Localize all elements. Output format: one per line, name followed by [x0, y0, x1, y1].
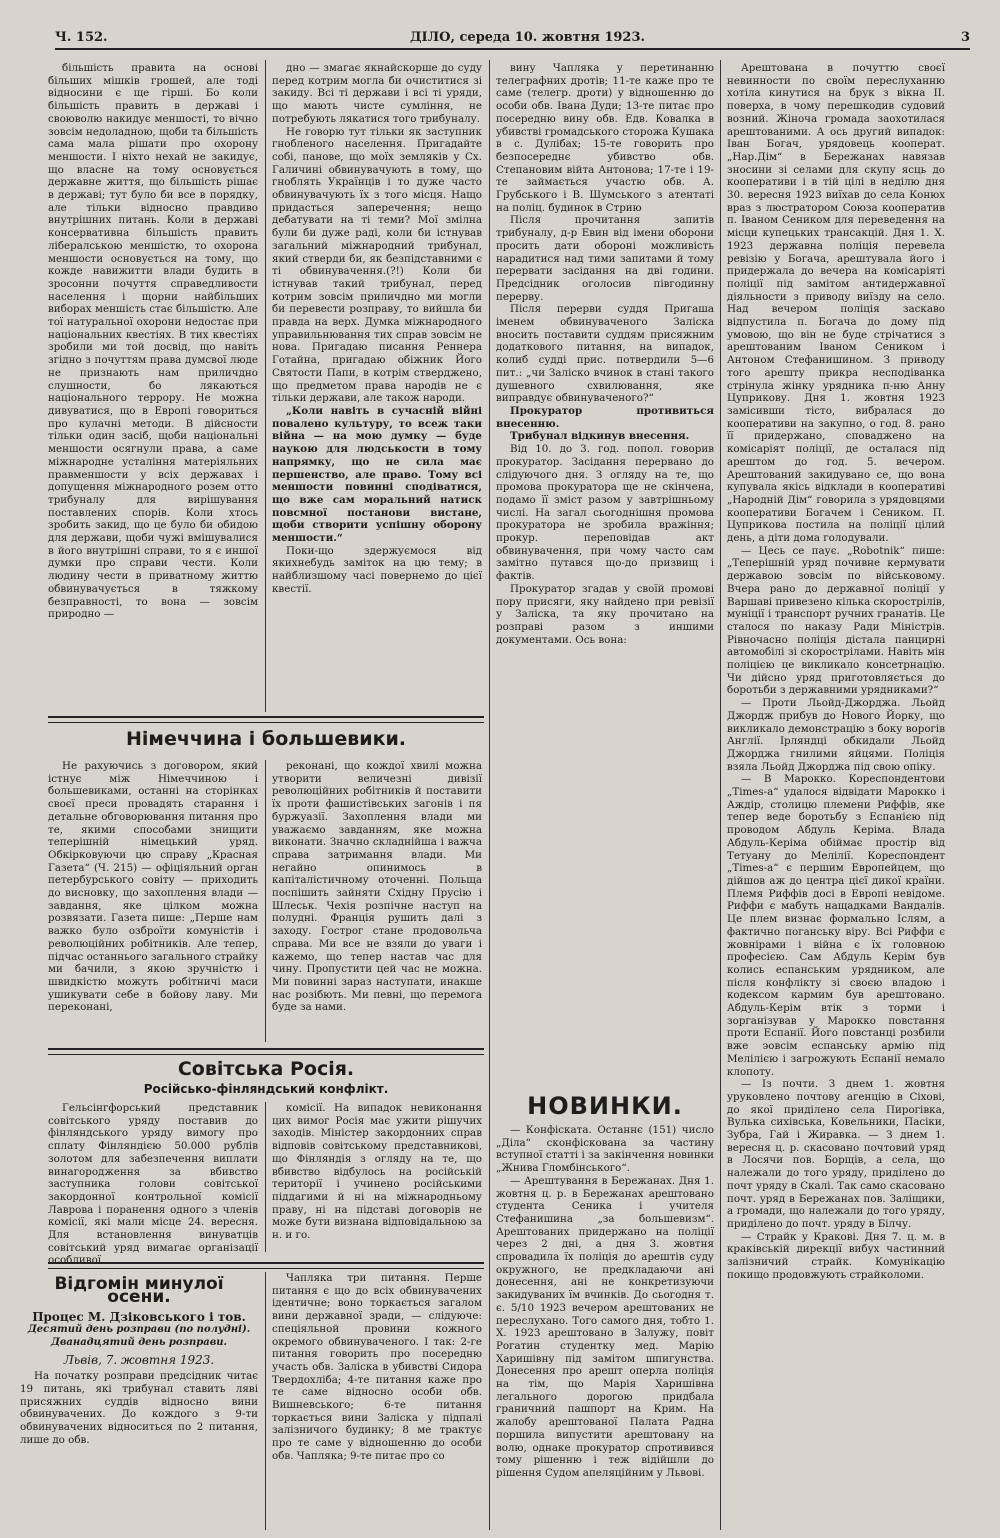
paragraph: — В Марокко. Кореспондентови „Times-а“ удалося відвідати Марокко і Аждір, столицю племени Риффів, яке тепер веде боротьбу з Еспанією під проводом Абдуль Керіма. Влада Абдуль-Керіма обіймає простір від Тетуану до Мелілії. Кореспондент „Times-а“ є першим Европейцем, що дійшов аж до центра цієї дикої країни. Племя Риффів досі в Европі невідоме. Риффи є мабуть нащадками Вандалів. Це плем визнає формально Іслям, а фактично поганську віру. Всі Риффи є жовнірами і війна є їх головною професією. Сам Абдуль Керім був колись еспанським урядником, але після конфлікту зі своєю владою і кодексом кармим був арештовано. Абдуль-Керім втік з торми і зорганізував у Марокко повстання проти Еспанії. Його повстанці розбили вже эовсім еспанську армію під Мелілією і загрожують Еспанії немало клопоту. [727, 773, 945, 1078]
section-soviet-title [48, 1058, 484, 1096]
page-number-left: Ч. 152. [55, 30, 108, 45]
page-number-right: 3 [960, 30, 970, 45]
paragraph: більшість правита на основі більших мішків грошей, але тоді відносини є ще гірші. Бо коли більшість править в державі і своюволю накидує меншості, то вічно зовсім недоладною, щоби та більшість сама мала рішати про охорону меншости. І ніхто нехай не закидує, що власне на тому основується державне життя, що більшість рішає в державі; тут було би все в порядку, але тільки відносно правдиво внутрішних питань. Коли в державі консервативна більшість править лібералською меншістю, то охорона меншости основується на тому, що кожде навижитти влади будить в зросонни почуття справедливости населення і щорни найбільших виборах меншість стає більшістю. Але тої натуральної охорони недостає при національних квестіях. В тих квестіях зробили ми той досвід, що навіть згідно з почуттям права думсвої люде не признають нам приличдно слушности, бо лякаються національного террору. Не можна дивуватися, що в Европі говориться про кулачні методи. В дійсности тільки один засіб, щоби національні меншости осягнули права, а саме міжнародне устаління матеріяльних правменшости у всіх державах і допущення міжнародного розем отто трибуналу для вирішування поставлених спорів. Коли хтось зробить закид, що це було би обидою для держави, щоби чужі вмішувалися в його внутрішні справи, то я є иншої думки про справи чести. Коли людину чести в приватному життю обвинувачується в тяжкому безправності, то вона — зовсім природно — [48, 62, 258, 621]
paragraph: дно — змагає якнайскорше до суду перед котрим могла би очиститися зі закиду. Всі ті держави і всі ті уряди, що мають чисте сумління, не потребують лякатися того трибуналу. [272, 62, 482, 125]
column-divider [720, 60, 721, 1530]
trial-line3: Дванадцятий день розправи. [50, 1336, 228, 1348]
newspaper-title-date: ДІЛО, середа 10. жовтня 1923. [410, 30, 646, 45]
paragraph: Чапляка три питання. Перше питання є що до всіх обвинувачених ідентичне; воно торкається загалом вини державної зради, — слідуюче: спеціяльной провини кожного окремого обвинуваченого. І так: 2-ге питання говорить про посередню участь обв. Заліска в убивстві Сидора Твердохліба; 4-те питання каже про те саме відносно особи обв. Вишневського; 6-те питання торкається вини Заліска у підпалі залізничого будинку; 8 ме трактує про те саме у відношенню до особи обв. Чапляка; 9-те питає про со [272, 1272, 482, 1462]
paragraph: — Цесь се паує. „Robotnik“ пише: „Теперішній уряд почивне кермувати державою зовсім по військовому. Вчера рано до державної поліції у Варшаві привезено кілька скорострілів, муніції і транспорт ручних гранатів. Це сталося по наказу Ради Міністрів. Рівночасно поліція дістала панцирні автомобілі зі скорострілами. Навіть мін поліцією це викликало консетрнацію. Чи дійсно уряд приготовляється до боротьби з державними урядниками?“ [727, 544, 945, 697]
soviet-left [48, 1102, 258, 1267]
paragraph: Поки-що здержуємося від якихнебудь заміток на цю тему; в найблизшому часі повернемо до цієї квестії. [272, 544, 482, 595]
paragraph: вину Чапляка у перетинанню телеграфних дротів; 11-те каже про те саме (телегр. дроти) у відношенню до особи обв. Івана Дуди; 13-те питає про посередню вину обв. Едв. Ковалка в убивстві громадського сторожа Кушака в с. Дулібах; 15-те говорить про безпосереднє убивство обв. Степановим війта Антонова; 17-те і 19-те займається участю обв. А. Грубського і В. Шумського з атентаті на поліц. будинок в Стрию [496, 62, 714, 214]
section-rule [48, 716, 484, 723]
paragraph: Арештована в почуттю своєї невинности по своїм переслуханню хотіла кинутися на брук з вікна II. поверха, в чому перешкодив судовий возний. Жіноча громада заохотилася арештованими. А ось другий випадок: Іван Богач, урядовець кооперат. „Нар.Дім“ в Бережанах навязав зносини зі селами для скупу ясць до кооперативи і в тій цілі в неділю дня 30. вересня 1923 виїхав до села Конюх враз з люстратором Союза кооператив п. Іваном Сеником для переведення на місци купецьких трансакцій. Дня 1. X. 1923 державна поліція перевела ревізію у Богача, арештувала його і придержала до вечера на комісаріяті поліції під замітом антидержавної діяльности з приводу виїзду на село. Над вечером поліція заскаво відпустила п. Богача до дому під умовою, що він не буде стрічатися з арештованим Іваном Сеником і Антоном Стефанишином. З приводу того арешту прикра несподіванка стрінула жінку урядника п-ню Анну Цуприкову. Дня 1. жовтня 1923 замісивши тісто, вибралася до кооперативи на закупно, о год. 8. рано її придержано, споваджено на комісаріят поліції, де осталася під арештом до год. 5. вечером. Арештований закидувано се, що вона купувала якісь відклади в кооперативі „Народній Дім“ говорила з урядовцями кооперативи Богачем і Сеником. П. Цуприкова постила на поліції цілий день, а діти дома голодували. [727, 62, 945, 545]
trial-title: Відгомін минулої осени. [54, 1274, 224, 1307]
paragraph: Після перерви суддя Пригаша іменем обвинуваченого Заліска вносить поставити суддям присяжним додаткового питання, на випадок, колиб судді прис. потвердили 5—6 пит.: „чи Заліско вчинок в стані такого душевного схвилювання, яке виправдує обвинуваченого?“ [496, 303, 714, 405]
paragraph: Прокуратор противиться внесенню. [496, 404, 714, 430]
trial-line2: Десятий день розправи (по полудні). [27, 1324, 251, 1336]
trial-line1: Процес М. Дзіковського і тов. [32, 1310, 246, 1325]
section-news-title [496, 1092, 714, 1120]
paragraph: — Страйк у Кракові. Дня 7. ц. м. в краківській дирекції вибух частинний залізничий страйк. Комунікацію покищо продовжують страйколоми. [727, 1230, 945, 1281]
trial-head [20, 1274, 258, 1528]
paragraph: — Із почти. З днем 1. жовтня уруковлено почтову агенцію в Сіхові, до якої приділено села Пирогівка, Вулька сихівська, Ковельники, Пасіки, Зубра, Гай і Жиравка. — З днем 1. вересня ц. р. скасовано почтовий уряд в Лосячи пов. Борщів, а села, що належали до того уряду, приділено до почт уряду в Скалі. Так само скасовано почт. уряд в Бережанах пов. Заліщики, а громади, що належали до того уряду, приділено до почт. уряду в Білчу. [727, 1078, 945, 1230]
paragraph: Після прочитання запитів трибуналу, д-р Евин від імени оборони просить дати обороні можливість нарадитися над тими запитами й тому перервати засідання на дві години. Предсідник оголосив півгодинну перерву. [496, 214, 714, 303]
paragraph: Від 10. до 3. год. попол. говорив прокуратор. Засідання перервано до слідуючого дня. З огляду на те, що промова прокуратора ще не скінчена, подамо її зміст разом у завтрішньому числі. На загал сьогоднішня промова прокуратора не зробила вражіння; прокур. переповідав акт обвинувачення, при чому часто сам замітно путався що-до призвищ і фактів. [496, 443, 714, 583]
section-germany-title [48, 728, 484, 750]
trial-dateline: Львів, 7. жовтня 1923. [63, 1352, 215, 1367]
column-3 [496, 62, 714, 712]
soviet-right [272, 1102, 482, 1252]
paragraph: Прокуратор згадав у своїй промові пору присяги, яку найдено при ревізії у Заліска, та яку прочитано на розправі разом з иншими документами. Ось вона: [496, 582, 714, 646]
germany-right [272, 760, 482, 1042]
column-divider [265, 1272, 266, 1530]
column-divider [265, 760, 266, 1042]
section-rule [48, 1262, 484, 1269]
news-column [496, 1124, 714, 1530]
paragraph: Не говорю тут тільки як заступник гнобленого населення. Пригадайте собі, панове, що моїх земляків у Сх. Галичині обвинувачують в тому, що гноблять Українців і то дуже часто обвинувачують їх з того місця. Нащо придасться заперечення; нещо дебатувати на ті теми? Мої змілна були би дуже раді, коли би істнував загальний міжнародний трибунал, який стверди би, як безпідставними є ті обвинувачення.(?!) Коли би істнував такий трибунал, перед котрим зовсім приличдно ми могли би перевести розправу, то вийшла би правда на верх. Думка міжнародного управильнювання тих справ зовсім не нова. Пригадаю писання Реннера Готайна, пригадаю обіжник Його Святости Папи, в котрім стверджено, що предметом права народів не є тільки держави, але також народи. [272, 125, 482, 405]
section-title: Совітська Росія. [177, 1058, 355, 1080]
paragraph: комісії. На випадок невиконання цих вимог Росія має ужити рішучих заходів. Міністер закордонних справ відповів совітському представникові, що Фінляндія з огляду на те, що вбивство відбулось на російській території і учинено російськими піддагими й ні на міжнародньому праву, ні на підставі договорів не може бути визнана відповідальною за н. и го. [272, 1102, 482, 1242]
paragraph: „Коли навіть в сучасній війні повалено культуру, то всеж таки війна — на мою думку — буде наукою для людськости в тому напрямку, що не сила має першенство, але право. Тому всі меншости повинні сподіватися, що вже сам моральний натиск повсмної постанови вистане, щоби створити успішну оборону меншости.“ [272, 404, 482, 545]
paragraph: Трибунал відкинув внесення. [510, 430, 690, 443]
section-title: Німеччина і большевики. [126, 728, 406, 750]
paragraph: Не рахуючись з договором, який істнує між Німеччиною і большевиками, останні на сторінках своєї преси провадять старання і детальне обговорювання питання про те, якими способами знищити теперішній німецький уряд. Обкірковуючи цю справу „Красная Газета“ (Ч. 215) — офіціяльний орган петербурського совіту — приходить до висновку, що захоплення влади — завдання, яке цілком можна розвязати. Газета пише: „Перше нам важко було озброїти комуністів і революційних робітників. Але тепер, підчас останнього загального страйку ми бачили, з якою зручністю і швидкістю можуть робітничі маси ушикувати себе в бойову лаву. Ми переконані, [48, 760, 258, 1014]
column-2 [272, 62, 482, 710]
column-4 [727, 62, 945, 1532]
section-subtitle: Російсько-фінляндський конфлікт. [143, 1082, 389, 1096]
paragraph: На початку розправи предсідник читає 19 питань, які трибунал ставить ляві присяжних суддів відносно вини обвинувачених. До кождого з 9-ти обвинувачених відноситься по 2 питання, лише до обв. [20, 1370, 258, 1446]
page-header [55, 26, 970, 50]
column-divider [265, 60, 266, 712]
column-divider [265, 1102, 266, 1252]
trial-right [272, 1272, 482, 1530]
column-divider [489, 60, 490, 1530]
paragraph: Гельсінгфорський представник совітського уряду поставив до фінляндського уряду вимогу про сплату Фінляндією 50.000 рублів золотом для забезпечення виплати винагородження за вбивство заступника голови совітської закордонної контрольної комісії Лаврова і поранення одного з членів комісії, які мали місце 24. вересня. Для встановлення винуватців совітський уряд вимагає організації особливої [48, 1102, 258, 1267]
news-item: — Конфіската. Останнє (151) число „Діла“ сконфіскована за частину вступної статті і за закінчення новинки „Жнива Гломбінського“. [496, 1124, 714, 1175]
paragraph: — Проти Льойд-Джорджа. Льойд Джордж прибув до Нового Йорку, що викликало демонстрацію з боку ворогів Англії. Ірляндці обкидали Льойд Джорджа гнилими яйцями. Поліція взяла Льойд Джорджа під свою опіку. [727, 697, 945, 773]
section-title: НОВИНКИ. [527, 1092, 683, 1120]
news-item: — Арештування в Бережанах. Дня 1. жовтня ц. р. в Бережанах арештовано студента Сеника і учителя Стефанишина „за большевизм“. Арештованих придержано на поліції через 2 дні, а дня 3. жовтня спровадила їх поліція до арештів суду окружного, не предкладаючи ані донесення, ані не конкретизуючи закидуваних їм вчинків. До сьогодня т. є. 5/10 1923 вечером арештованих не переслухано. Того самого дня, тобто 1. X. 1923 арештовано в Залужу, повіт Рогатин студентку мед. Марію Харишівну під замітом шпигунства. Донесення про арешт оперла поліція на тім, що Марія Харишівна легального дорогою придбала граничний пашпорт на Крим. На жалобу арештованої Палата Радна поршила випустити арештовану на волю, однаке прокуратор спротивився тому рішенню і теж відійшли до рішення Судом апеляційним у Львові. [496, 1174, 714, 1479]
paragraph: реконані, що кождої хвилі можна утворити величезні дивізії революційних робітників й поставити їх проти фашистівських загонів і пя буржуазії. Захоплення влади ми уважаємо завданням, яке можна виконати. Значно складнійша і важча справа затримання влади. Ми негайно опинимось в капіталістичному оточенні. Польща поспішить зайняти Східну Прусію і Шлеськ. Чехія розпічне наступ на полудні. Франція рушить далі з заходу. Гострог стане продовольча справа. Ми все не взяли до уваги і кажемо, що тепер настав час для чину. Пропустити цей час не можна. Ми повинні зараз наступати, инакше нас розібють. Ми певні, що перемога буде за нами. [272, 760, 482, 1014]
germany-left [48, 760, 258, 1042]
column-1 [48, 62, 258, 710]
section-rule [48, 1048, 484, 1055]
